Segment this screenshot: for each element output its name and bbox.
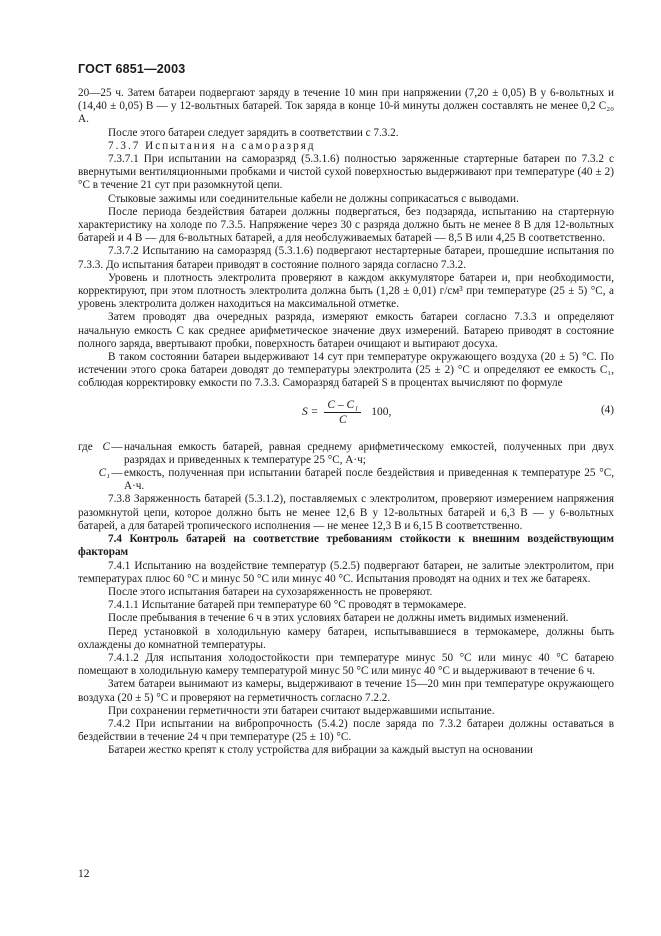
formula-lhs: S = [302, 406, 319, 419]
page-number: 12 [78, 868, 90, 880]
paragraph: 7.4.1 Испытанию на воздействие температур (5.2.5) подвергают батареи, не залитые электролитом, при температурах плюс 60 °С и минус 50 °С или минус 40 °С. Испытания проводят на одних и тех же батареях. [78, 559, 614, 585]
paragraph: 7.4.1.1 Испытание батарей при температуре 60 °С проводят в термокамере. [108, 599, 467, 612]
formula-4 [78, 395, 614, 435]
formula-definitions [78, 441, 614, 494]
formula-numerator: C – C₁ [324, 399, 361, 413]
paragraph: 7.4.1.2 Для испытания холодостойкости при температуре минус 50 °С или минус 40 °С батарею помещают в холодильную камеру температурой минус 50 °С или минус 40 °С и выдерживают в течение 6 ч. [78, 651, 614, 678]
paragraph: После периода бездействия батареи должны подвергаться, без подзаряда, испытанию на стартерную характеристику на холоде по 7.3.5. Напряжение через 30 с разряда должно быть не менее 8 В для 12-вольтных батарей и 4 В — для 6-вольтных батарей, а для необслуживаемых батарей — 8,5 В или 4,25 В соответственно. [78, 205, 614, 245]
definition-row [78, 441, 614, 467]
paragraph: 7.4.2 При испытании на вибропрочность (5.4.2) после заряда по 7.3.2 батареи должны оставаться в бездействии в течение 24 ч при температуре (25 ± 10) °С. [78, 717, 614, 744]
paragraph: После пребывания в течение 6 ч в этих условиях батареи не должны иметь видимых изменений. [108, 612, 569, 625]
paragraph: Затем проводят два очередных разряда, измеряют емкость батареи согласно 7.3.3 и определяют начальную емкость C как среднее арифметическое значение двух измерений. Батарею приводят в состояние полного заряда, ввертывают пробки, поверхность батареи очищают и вытирают досуха. [78, 311, 614, 350]
paragraph: Батареи жестко крепят к столу устройства для вибрации за каждый выступ на основании [108, 744, 533, 757]
definition-text: емкость, полученная при испытании батарей после бездействия и приведенная к температуре 25 °С, А·ч. [124, 467, 614, 493]
paragraph: После этого испытания батареи на сухозаряженность не проверяют. [108, 585, 433, 598]
paragraph: После этого батареи следует зарядить в соответствии с 7.3.2. [108, 126, 399, 139]
formula-fraction [324, 399, 361, 426]
definition-symbol: C₁ [98, 467, 110, 480]
definition-dash: — [111, 467, 123, 480]
paragraph: Перед установкой в холодильную камеру батареи, испытывавшиеся в термокамере, должны быть охлаждены до комнатной температуры. [78, 625, 614, 651]
section-heading-7-3-7: 7.3.7 Испытания на саморазряд [108, 139, 316, 152]
formula-multiplier: 100, [371, 406, 392, 419]
document-header: ГОСТ 6851—2003 [78, 62, 186, 76]
paragraph: 7.3.7.1 При испытании на саморазряд (5.3.1.6) полностью заряженные стартерные батареи по 7.3.2 с ввернутыми вентиляционными пробками и чистой сухой поверхностью выдерживают при температуре (40 ± 2) °С в течение 21 сут при разомкнутой цепи. [78, 153, 614, 192]
paragraph: Затем батареи вынимают из камеры, выдерживают в течение 15—20 мин при температуре окружающего воздуха (20 ± 5) °С и проверяют на герметичность согласно 7.2.2. [78, 678, 614, 704]
definition-row [78, 467, 614, 493]
paragraph: 7.3.8 Заряженность батарей (5.3.1.2), поставляемых с электролитом, проверяют измерением напряжения разомкнутой цепи, которое должно быть не менее 12,6 В у 12-вольтных батарей и 6,3 В — у 6-вольтных батарей, а для батарей тропического исполнения — не менее 12,3 В и 6,15 В соответственно. [78, 493, 614, 532]
formula-denominator: C [338, 413, 347, 426]
paragraph: 20—25 ч. Затем батареи подвергают заряду в течение 10 мин при напряжении (7,20 ± 0,05) В у 6-вольтных и (14,40 ± 0,05) В — у 12-вольтных батарей. Ток заряда в конце 10-й минуты должен составлять не менее 0,2 C₂₀ А. [78, 87, 614, 126]
paragraph: В таком состоянии батареи выдерживают 14 сут при температуре окружающего воздуха (20 ± 5) °С. По истечении этого срока батареи доводят до температуры электролита (25 ± 2) °С и определяют ее емкость C₁, соблюдая корректировку емкости по 7.3.3. Саморазряд батарей S в процентах вычисляют по формуле [78, 351, 614, 390]
paragraph: 7.3.7.2 Испытанию на саморазряд (5.3.1.6) подвергают нестартерные батареи, прошедшие испытания по 7.3.3. До испытания батареи приводят в состояние полного заряда согласно 7.3.2. [78, 245, 614, 271]
formula-number: (4) [600, 403, 614, 416]
where-word: где [78, 440, 93, 453]
document-page [78, 62, 614, 758]
section-heading-7-4: 7.4 Контроль батарей на соответствие требованиям стойкости к внешним воздействующим факторам [78, 533, 614, 559]
paragraph: Уровень и плотность электролита проверяют в каждом аккумуляторе батареи и, при необходимости, корректируют, при этом плотность электролита должна быть (1,28 ± 0,01) г/см³ при температуре (25 ± 5) °С, а уровень электролита должен находиться на максимальной отметке. [78, 271, 614, 311]
paragraph: Стыковые зажимы или соединительные кабели не должны соприкасаться с выводами. [108, 192, 519, 205]
definition-text: начальная емкость батарей, равная среднему арифметическому емкостей, полученных при двух разрядах и приведенных к температуре 25 °С, А·ч; [124, 440, 614, 466]
definition-symbol: C [102, 440, 110, 453]
definition-dash: — [111, 440, 123, 453]
paragraph: При сохранении герметичности эти батареи считают выдержавшими испытание. [108, 704, 495, 717]
